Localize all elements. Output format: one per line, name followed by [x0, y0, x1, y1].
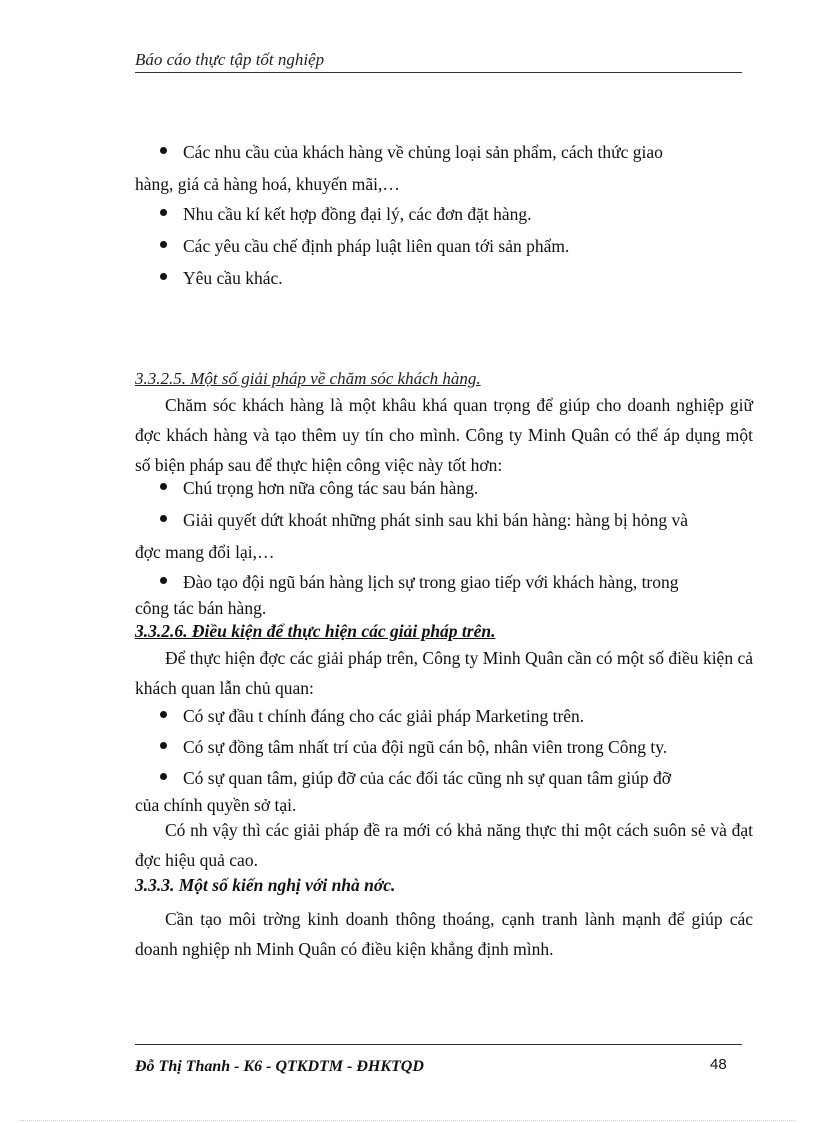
bullet-icon: [160, 742, 167, 749]
bullet-text: Giải quyết dứt khoát những phát sinh sau khi bán hàng: hàng bị hỏng và: [183, 510, 689, 530]
bullet-text: Yêu cầu khác.: [183, 268, 283, 288]
page-bottom-border: [20, 1120, 796, 1121]
bullet-text: Nhu cầu kí kết hợp đồng đại lý, các đơn đặt hàng.: [183, 204, 532, 224]
section-heading-3-3-2-5: 3.3.2.5. Một số giải pháp về chăm sóc khách hàng.: [135, 369, 481, 388]
bullet-item: [160, 473, 478, 503]
bullet-text: Các yêu cầu chế định pháp luật liên quan tới sản phẩm.: [183, 236, 570, 256]
page-number: 48: [710, 1056, 727, 1073]
bullet-item: [160, 505, 688, 535]
bullet-item: [160, 137, 663, 167]
paragraph: Có nh vậy thì các giải pháp đề ra mới có khả năng thực thi một cách suôn sẻ và đạt đợc hiệu quả cao.: [135, 820, 753, 870]
bullet-continuation: công tác bán hàng.: [135, 598, 267, 618]
bullet-item: [160, 263, 283, 293]
footer-divider: [135, 1044, 742, 1045]
section-heading-3-3-3: 3.3.3. Một số kiến nghị với nhà nớc.: [135, 875, 396, 895]
footer-author: Đỗ Thị Thanh - K6 - QTKDTM - ĐHKTQD: [135, 1058, 424, 1075]
bullet-continuation: đợc mang đổi lại,…: [135, 542, 275, 562]
bullet-continuation: hàng, giá cả hàng hoá, khuyến mãi,…: [135, 174, 400, 194]
bullet-icon: [160, 241, 167, 248]
bullet-text: Các nhu cầu của khách hàng về chủng loại sản phẩm, cách thức giao: [183, 142, 663, 162]
bullet-icon: [160, 209, 167, 216]
bullet-text: Chú trọng hơn nữa công tác sau bán hàng.: [183, 478, 479, 498]
section-heading-3-3-2-6: 3.3.2.6. Điều kiện để thực hiện các giải pháp trên.: [135, 621, 496, 641]
bullet-continuation: của chính quyền sở tại.: [135, 795, 297, 815]
bullet-icon: [160, 577, 167, 584]
bullet-icon: [160, 483, 167, 490]
bullet-item: [160, 732, 667, 762]
bullet-icon: [160, 515, 167, 522]
bullet-icon: [160, 147, 167, 154]
paragraph: Cần tạo môi trờng kinh doanh thông thoáng, cạnh tranh lành mạnh để giúp các doanh nghiệp nh Minh Quân có điều kiện khẳng định mình.: [135, 909, 753, 959]
bullet-item: [160, 701, 584, 731]
bullet-item: [160, 763, 671, 793]
bullet-text: Có sự đầu t chính đáng cho các giải pháp Marketing trên.: [183, 706, 585, 726]
paragraph: Để thực hiện đợc các giải pháp trên, Công ty Minh Quân cần có một số điều kiện cả khách quan lẫn chủ quan:: [135, 648, 753, 698]
paragraph: Chăm sóc khách hàng là một khâu khá quan trọng để giúp cho doanh nghiệp giữ đợc khách hàng và tạo thêm uy tín cho mình. Công ty Minh Quân có thể áp dụng một số biện pháp sau để thực hiện công việc này tốt hơn:: [135, 395, 753, 475]
bullet-text: Có sự đồng tâm nhất trí của đội ngũ cán bộ, nhân viên trong Công ty.: [183, 737, 668, 757]
bullet-item: [160, 231, 569, 261]
bullet-item: [160, 199, 532, 229]
page-header-title: Báo cáo thực tập tốt nghiệp: [135, 50, 325, 69]
bullet-icon: [160, 711, 167, 718]
bullet-icon: [160, 273, 167, 280]
header-divider: [135, 72, 742, 73]
bullet-text: Đào tạo đội ngũ bán hàng lịch sự trong giao tiếp với khách hàng, trong: [183, 572, 679, 592]
bullet-text: Có sự quan tâm, giúp đỡ của các đối tác cũng nh sự quan tâm giúp đỡ: [183, 768, 672, 788]
bullet-icon: [160, 773, 167, 780]
